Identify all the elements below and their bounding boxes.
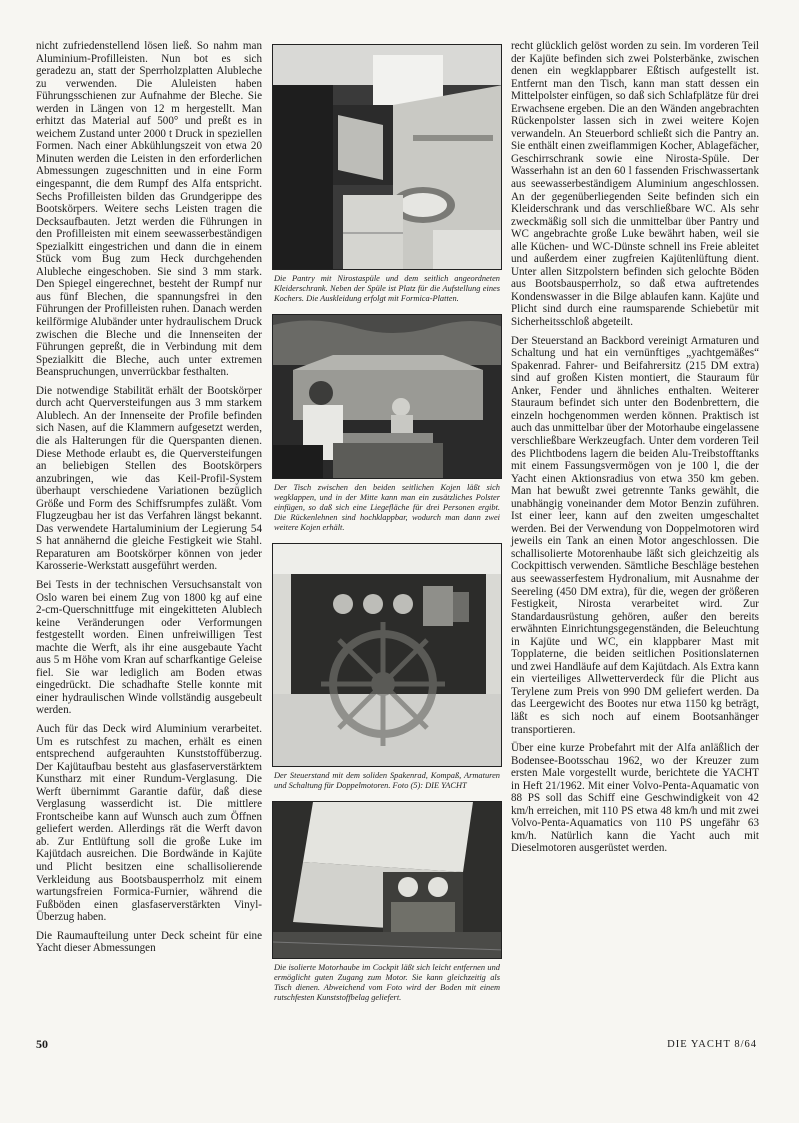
engine-photo (272, 801, 502, 959)
left-text-column (36, 40, 262, 961)
helm-photo (272, 543, 502, 767)
pantry-caption: Die Pantry mit Nirostaspüle und dem seitlich angeordneten Kleiderschrank. Neben der Spüle ist Platz für die Aufstellung eines Kochers. Die Auskleidung erfolgt mit Formica-Platten. (274, 274, 500, 303)
paragraph: nicht zufriedenstellend lösen ließ. So nahm man Aluminium-Profilleisten. Nun bot es sich geradezu an, statt der Sperrholzplatten Alubleche zu verwenden. Die Aluleisten haben Führungsschienen zur Aufnahme der Bleche. Sie werden in Längen von 12 m hergestellt. Man erhitzt das Material auf 500° und preßt es in weichem Zustand unter 2000 t Druck in speziellen Formen. Nach einer Abkühlungszeit von etwa 20 Minuten werden die Leisten in den erforderlichen Abmessungen zugeschnitten und in eine Form eingespannt, die dem Rumpf des Alfa entspricht. Sechs Profilleisten bilden das Grundgerippe des Bootskörpers. Weitere sechs Leisten tragen die Decksaufbauten. Jetzt werden die Führungen in den Profilleisten mit einem seewasserbeständigen Spezialkitt eingestrichen und dann die in einem Stück vom Bug zum Heck durchgehenden Alubleche eingeschoben. Sie sind 3 mm stark. Den Spiegel eingerechnet, besteht der Rumpf nur aus fünf Blechen, die spannungsfrei in den Führungen der Profilleisten ruhen. Danach werden keilförmige Alubänder unter hydraulischem Druck zwischen die Bleche und die Innenseiten der Führungen gepreßt, die in Verbindung mit dem Spezialkitt die Bleche, auch unter extremen Beanspruchungen, unverrückbar festhalten. (36, 40, 262, 379)
pantry-photo (272, 44, 502, 270)
helm-caption: Der Steuerstand mit dem soliden Spakenrad, Kompaß, Armaturen und Schaltung für Doppelmotoren. Foto (5): DIE YACHT (274, 771, 500, 790)
paragraph: Die notwendige Stabilität erhält der Bootskörper durch acht Querversteifungen aus 3 mm starkem Alublech. An der Innenseite der Profile befinden sich Nasen, auf die Klammern aufgesetzt werden, die als Halterungen für die Querspanten dienen. Diese Methode erlaubt es, die Querversteifungen an beliebigen Stellen des Bootskörpers anzubringen, wie das Keil-Profil-System überhaupt verschiedene Variationen bezüglich Größe und Form des Schiffsrumpfes zuläßt. Vom Flugzeugbau her ist das Verfahren längst bekannt. Das verwendete Hartaluminium der Legierung 54 S hat annähernd die gleiche Festigkeit wie Stahl. Reparaturen am Bootskörper können von jeder Karosserie-Werkstatt ausgeführt werden. (36, 384, 262, 573)
engine-caption: Die isolierte Motorhaube im Cockpit läßt sich leicht entfernen und ermöglicht guten Zugang zum Motor. Sie kann gleichzeitig als Tisch dienen. Abweichend vom Foto wird der Boden mit einem rutschfesten Kunststoffbelag geliefert. (274, 963, 500, 1002)
photo-column (272, 44, 502, 1013)
right-text-column (511, 40, 759, 861)
paragraph: Über eine kurze Probefahrt mit der Alfa anläßlich der Bodensee-Bootsschau 1962, wo der Kreuzer zum ersten Male vorgestellt wurde, berichtete die YACHT in Heft 21/1962. Mit einer Volvo-Penta-Aquamatic von 88 PS soll das Schiff eine Geschwindigkeit von 42 km/h erreichen, mit 110 PS etwa 48 km/h und mit zwei Volvo-Penta-Aquamatics von 110 PS ungefähr 63 km/h. Natürlich kann die Yacht auch mit Dieselmotoren ausgerüstet werden. (511, 742, 759, 855)
paragraph: Die Raumaufteilung unter Deck scheint für eine Yacht dieser Abmessungen (36, 929, 262, 955)
paragraph: Auch für das Deck wird Aluminium verarbeitet. Um es rutschfest zu machen, erhält es einen entsprechend aufgerauhten Kunststoffüberzug. Der Kajütaufbau besteht aus glasfaserverstärktem Kunstharz mit einer Rundum-Verglasung. Die Werft übernimmt Garantie dafür, daß diese Verglasung wasserdicht ist. Die mittlere Frontscheibe kann auf Wunsch auch zum Öffnen geliefert werden. Allerdings rät die Werft davon ab. Zur Entlüftung soll die große Luke im Kajütdach ausreichen. Die Bordwände in Kajüte und Plicht besitzen eine schallisolierende Verkleidung aus Bootsbausperrholz mit einem wartungsfreien Formica-Furnier, während die Fußböden einen glasfaserverstärkten Vinyl-Überzug haben. (36, 722, 262, 924)
page-number: 50 (36, 1037, 48, 1051)
paragraph: Der Steuerstand an Backbord vereinigt Armaturen und Schaltung und hat ein vernünftiges „yachtgemäßes“ Spakenrad. Fahrer- und Beifahrersitz (215 DM extra) sind auf großen Kisten montiert, die Stauraum für Anker, Fender und ähnliches enthalten. Weiterer Stauraum befindet sich unter den Bodenbrettern, die einzeln hochgenommen werden können. Praktisch ist auch das unmittelbar über der Motorhaube eingelassene verschließbare Werkzeugfach. Unter dem vorderen Teil des Plichtbodens lagern die beiden Alu-Treibstofftanks mit einem Fassungsvermögen von je 100 l, die der Yacht einen Aktionsradius von etwa 350 km geben. Man hat bewußt zwei getrennte Tanks gewählt, die unabhängig voneinander dem Motor Benzin zuführen. Ist einer leer, kann auf den zweiten umgeschaltet werden. Bei der Verwendung von Doppelmotoren wird jeweils ein Tank an einen Motor angeschlossen. Die schallisolierte Motorenhaube läßt sich gleichzeitig als Cockpittisch verwenden. Sämtliche Beschläge bestehen aus seewasserfestem Hydronalium, mit Ausnahme der Seereling (450 DM extra), für die, wegen der größeren Festigkeit, Nirosta verarbeitet wird. Zur Standardausrüstung gehören, außer den bereits erwähnten Einrichtungsgegenständen, die Beleuchtung in Kajüte und WC, ein klappbarer Mast mit Topplaterne, die beiden seitlichen Positionslaternen und zwei Handläufe auf dem Kajütdach. Als Extra kann ein vierteiliges Allwetterverdeck für die Plicht aus Terylene zum Preis von 990 DM geliefert werden. Da das Leergewicht des Bootes nur etwa 1150 kg beträgt, läßt es sich noch auf einem Bootsanhänger transportieren. (511, 334, 759, 736)
cabin-photo (272, 314, 502, 479)
paragraph: recht glücklich gelöst worden zu sein. Im vorderen Teil der Kajüte befinden sich zwei Polsterbänke, zwischen denen ein wegklappbarer Eßtisch aufgestellt ist. Entfernt man den Tisch, kann man statt dessen ein Mittelpolster einfügen, so daß sich Schlafplätze für drei Erwachsene ergeben. Die an den Wänden angebrachten Rückenpolster lassen sich in zwei weitere Kojen verwandeln. An Steuerbord schließt sich die Pantry an. Sie enthält einen zweiflammigen Kocher, Ablagefächer, Geschirrschrank sowie eine Nirosta-Spüle. Der Wasserhahn ist an den 60 l fassenden Frischwassertank aus seewasserbeständigem Aluminium angeschlossen. An der gegenüberliegenden Seite befinden sich ein Kleiderschrank und das verschließbare WC. Als sehr zweckmäßig soll sich die unmittelbar über Pantry und WC angebrachte große Luke bewährt haben, weil sie alle Küchen- und WC-Dünste schnell ins Freie ableitet und außerdem einer zugfreien Kajütenlüftung dient. Unter allen Sitzpolstern befinden sich gelochte Böden aus Bootsbausperrholz, so daß etwa auftretendes Kondenswasser in die Bilge ablaufen kann. Kajüte und Plicht sind durch eine raumsparende Schiebetür mit Sicherheitsschloß abgeteilt. (511, 40, 759, 329)
paragraph: Bei Tests in der technischen Versuchsanstalt von Oslo waren bei einem Zug von 1800 kg auf eine 2-cm-Querschnittfuge mit eingekitteten Alublech keine Veränderungen oder Verformungen festgestellt worden. Einen unfreiwilligen Test machte die Werft, als ihr eine ausgebaute Yacht aus 5 m Höhe vom Kran auf scharfkantige Geleise fiel. Sie war lediglich am Boden etwas eingedrückt. Die schadhafte Stelle konnte mit einer hydraulischen Winde vollständig ausgebeult werden. (36, 578, 262, 717)
magazine-issue: DIE YACHT 8/64 (667, 1039, 757, 1050)
cabin-caption: Der Tisch zwischen den beiden seitlichen Kojen läßt sich wegklappen, und in der Mitte kann man ein zusätzliches Polster einfügen, so daß sich eine Liegefläche für drei Personen ergibt. Die Rückenlehnen sind hochklappbar, wodurch man dann zwei weitere Kojen erhält. (274, 483, 500, 532)
